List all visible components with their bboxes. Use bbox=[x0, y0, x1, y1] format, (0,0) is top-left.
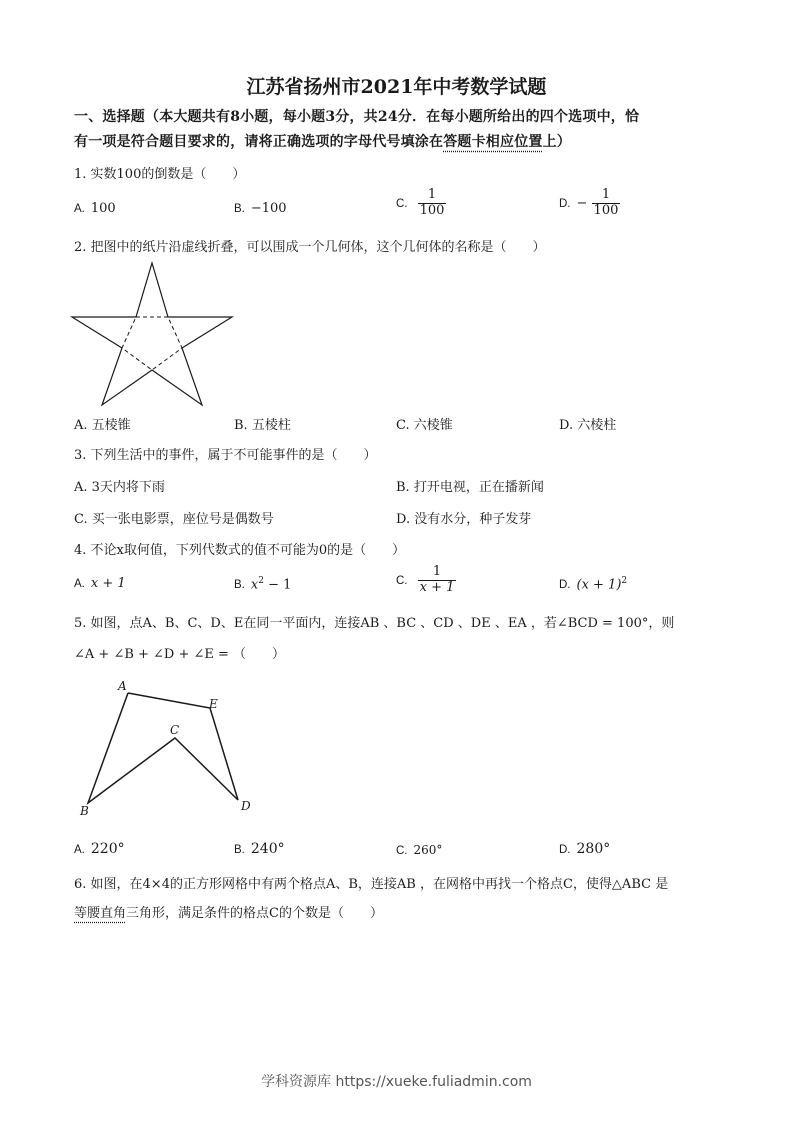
question-6-stem-line1: 6. 如图，在4×4的正方形网格中有两个格点A、B，连接AB ，在网格中再找一个格点C，使得△ABC 是 bbox=[74, 877, 669, 892]
numerator: 1 bbox=[418, 565, 457, 581]
q3-option-d: D. 没有水分，种子发芽 bbox=[396, 512, 532, 527]
numerator: 1 bbox=[592, 188, 621, 204]
option-value: x bbox=[250, 577, 259, 593]
question-4-stem: 4. 不论x取何值，下列代数式的值不可能为0的是（ ） bbox=[74, 543, 406, 558]
q2-option-c: C. 六棱锥 bbox=[396, 418, 453, 433]
q1-option-c bbox=[396, 188, 446, 219]
fraction bbox=[418, 188, 447, 219]
fraction bbox=[592, 188, 621, 219]
q5-option-c bbox=[396, 843, 442, 857]
option-value: 260° bbox=[413, 843, 443, 857]
exponent: 2 bbox=[258, 576, 264, 586]
fraction bbox=[418, 565, 457, 596]
denominator: 100 bbox=[593, 202, 619, 218]
point-label-a: A bbox=[118, 679, 127, 693]
option-key: B. bbox=[234, 203, 245, 215]
denominator: 100 bbox=[419, 202, 445, 218]
section-header-line2-pre: 有一项是符合题目要求的，请将正确选项的字母代号填涂在 bbox=[74, 134, 444, 150]
question-1-stem: 1. 实数100的倒数是（ ） bbox=[74, 167, 246, 182]
option-value: −100 bbox=[250, 201, 287, 216]
option-value-tail: − 1 bbox=[263, 577, 292, 593]
question-3-stem: 3. 下列生活中的事件，属于不可能事件的是（ ） bbox=[74, 448, 377, 463]
q1-option-b bbox=[234, 201, 287, 216]
option-key: A. bbox=[74, 203, 85, 215]
section-header-line2-post: 上） bbox=[542, 134, 572, 150]
star-solid-outline bbox=[72, 263, 232, 405]
q3-option-c: C. 买一张电影票，座位号是偶数号 bbox=[74, 512, 274, 527]
question-5-stem-line2: ∠A + ∠B + ∠D + ∠E = （ ） bbox=[74, 647, 286, 662]
option-key: C. bbox=[396, 197, 408, 210]
option-value: 220° bbox=[90, 841, 125, 857]
q4-option-d bbox=[559, 576, 627, 592]
q1-option-a bbox=[74, 201, 116, 216]
question-2-stem: 2. 把图中的纸片沿虚线折叠，可以围成一个几何体，这个几何体的名称是（ ） bbox=[74, 240, 546, 255]
option-value: 280° bbox=[576, 841, 611, 857]
option-key: C. bbox=[396, 845, 408, 857]
minus-sign: − bbox=[576, 195, 588, 211]
q4-option-a bbox=[74, 576, 126, 591]
fold-line-dashed bbox=[122, 317, 182, 370]
point-label-e: E bbox=[209, 697, 218, 711]
option-value: 100 bbox=[90, 201, 116, 216]
option-key: D. bbox=[559, 197, 571, 210]
q4-option-c bbox=[396, 565, 456, 596]
q2-option-b: B. 五棱柱 bbox=[234, 418, 291, 433]
q3-option-a: A. 3天内将下雨 bbox=[74, 480, 165, 495]
numerator: 1 bbox=[418, 188, 447, 204]
point-label-c: C bbox=[170, 723, 180, 737]
question-6-stem-line2-post: 三角形，满足条件的格点C的个数是（ ） bbox=[126, 906, 383, 921]
option-key: D. bbox=[559, 579, 571, 592]
denominator: x + 1 bbox=[419, 579, 455, 595]
question-5-stem-line1: 5. 如图，点A、B、C、D、E在同一平面内，连接AB 、BC 、CD 、DE 、EA ，若∠BCD = 100°，则 bbox=[74, 616, 675, 631]
emphasis-dotted-text: 等腰直角 bbox=[74, 906, 127, 921]
q5-option-b bbox=[234, 841, 285, 857]
section-header-line2 bbox=[74, 131, 571, 151]
page-title: 江苏省扬州市2021年中考数学试题 bbox=[246, 76, 547, 98]
option-key: B. bbox=[234, 844, 245, 856]
section-header-line1: 一、选择题（本大题共有8小题，每小题3分，共24分．在每小题所给出的四个选项中，恰 bbox=[74, 109, 640, 125]
option-key: A. bbox=[74, 844, 85, 856]
option-value: x + 1 bbox=[90, 576, 126, 591]
option-key: C. bbox=[396, 574, 408, 587]
option-key: A. bbox=[74, 578, 85, 590]
exponent: 2 bbox=[621, 576, 628, 586]
option-key: B. bbox=[234, 579, 245, 592]
footer-source: 学科资源库 https://xueke.fuliadmin.com bbox=[261, 1074, 532, 1090]
option-value: 240° bbox=[250, 841, 285, 857]
option-key: D. bbox=[559, 844, 571, 856]
q4-option-b bbox=[234, 576, 291, 592]
question-6-stem-line2 bbox=[74, 902, 383, 921]
q5-option-a bbox=[74, 841, 125, 857]
q2-option-a: A. 五棱锥 bbox=[74, 418, 131, 433]
q2-option-d: D. 六棱柱 bbox=[559, 418, 617, 433]
q5-option-d bbox=[559, 841, 610, 857]
q3-option-b: B. 打开电视，正在播新闻 bbox=[396, 480, 544, 495]
q1-option-d bbox=[559, 188, 620, 219]
point-label-b: B bbox=[80, 804, 89, 818]
pentagon-figure bbox=[78, 678, 258, 818]
point-label-d: D bbox=[241, 799, 251, 813]
emphasis-dotted-text: 答题卡相应位置 bbox=[443, 134, 543, 150]
option-value: (x + 1) bbox=[576, 577, 622, 593]
star-net-figure bbox=[70, 260, 235, 410]
